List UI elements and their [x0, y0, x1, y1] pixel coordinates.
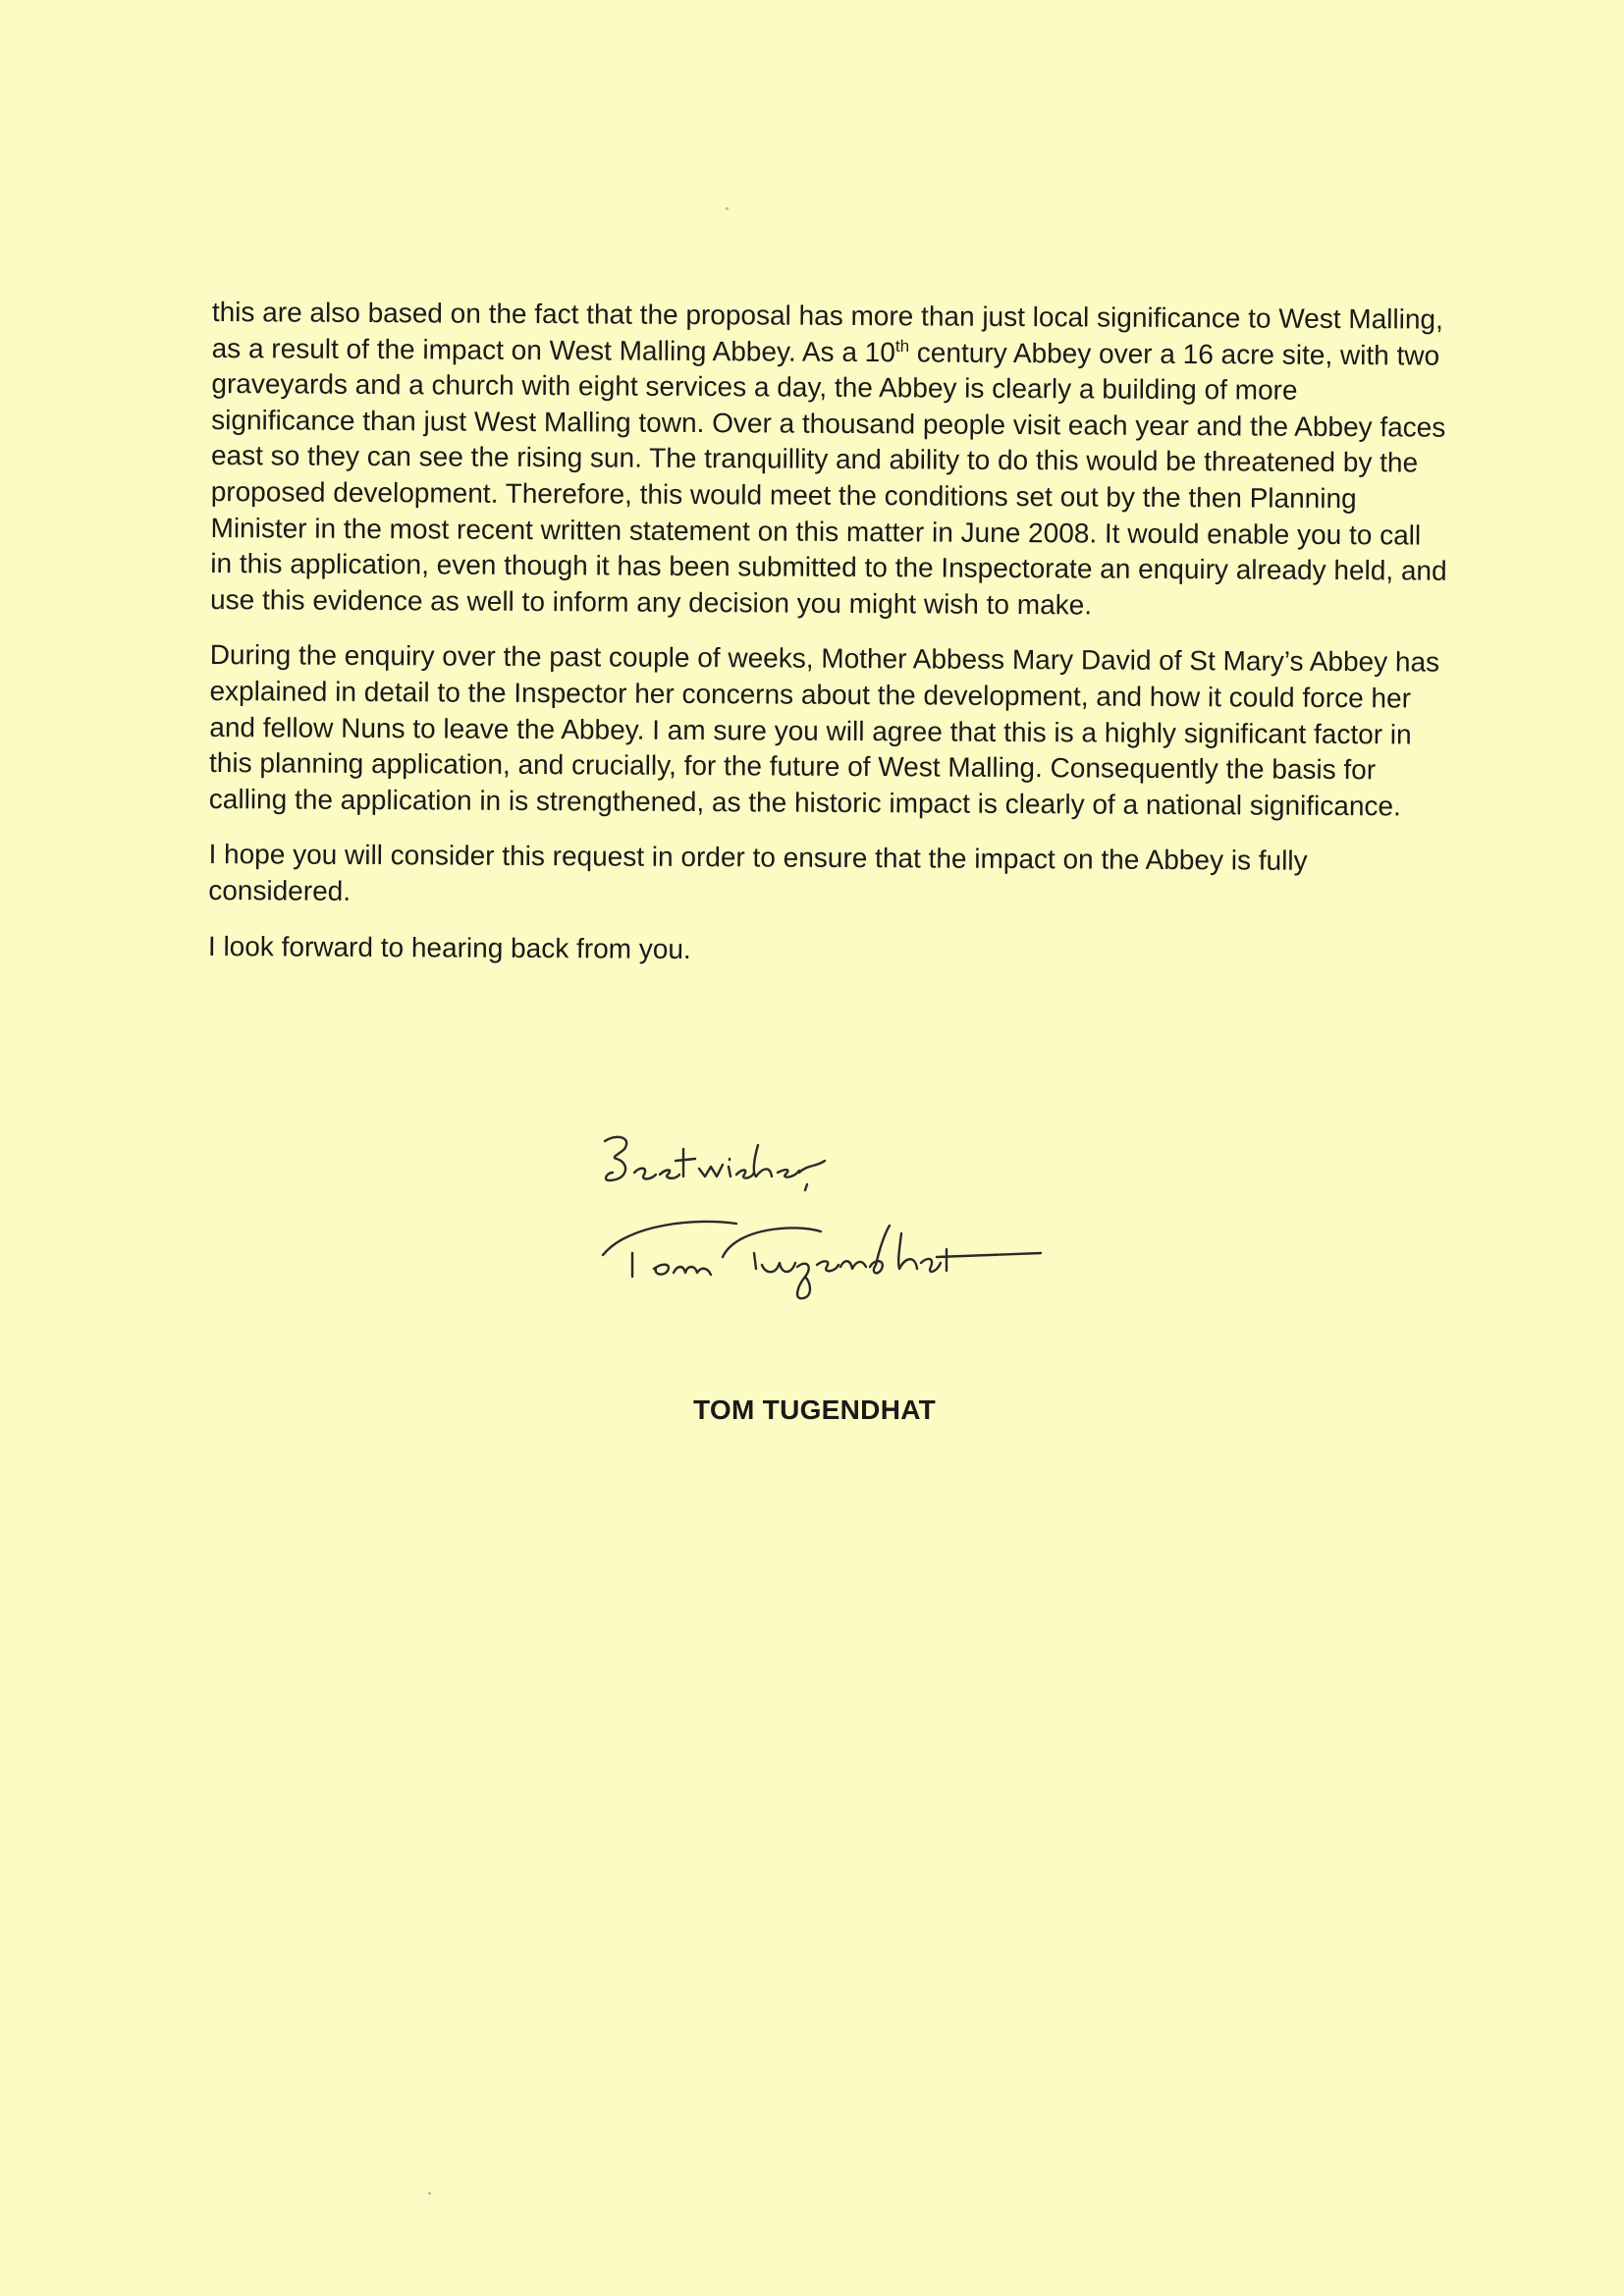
scan-speck: [428, 2192, 431, 2195]
scan-speck: [726, 207, 729, 210]
printed-name: TOM TUGENDHAT: [693, 1394, 937, 1425]
paragraph-enquiry: During the enquiry over the past couple of weeks, Mother Abbess Mary David of St Mary’s Abbey has explained in detail to the Inspector her concerns about the development, and how it could force her and fellow Nuns to leave the Abbey. I am sure you will agree that this is a highly significant factor in this planning application, and crucially, for the future of West Malling. Consequently the basis for calling the application in is strengthened, as the historic impact is clearly of a national significance.: [208, 639, 1440, 822]
paragraph-closing: I look forward to hearing back from you.: [207, 930, 691, 964]
paragraph-abbey-significance: this are also based on the fact that the proposal has more than just local significance to West Malling, as a result of the impact on West Malling Abbey. As a 10th century Abbey over a 16 acre site, with two graveyards and a church with eight services a day, the Abbey is clearly a building of more significance than just West Malling town. Over a thousand people visit each year and the Abbey faces east so they can see the rising sun. The tranquillity and ability to do this would be threatened by the proposed development. Therefore, this would meet the conditions set out by the then Planning Minister in the most recent written statement on this matter in June 2008. It would enable you to call in this application, even though it has been submitted to the Inspectorate an enquiry already held, and use this evidence as well to inform any decision you might wish to make.: [210, 296, 1447, 621]
handwritten-signature: [589, 1129, 1080, 1345]
paragraph-request: I hope you will consider this request in order to ensure that the impact on the Abbey is fully considered.: [208, 839, 1308, 906]
letter-body: [208, 295, 1449, 992]
